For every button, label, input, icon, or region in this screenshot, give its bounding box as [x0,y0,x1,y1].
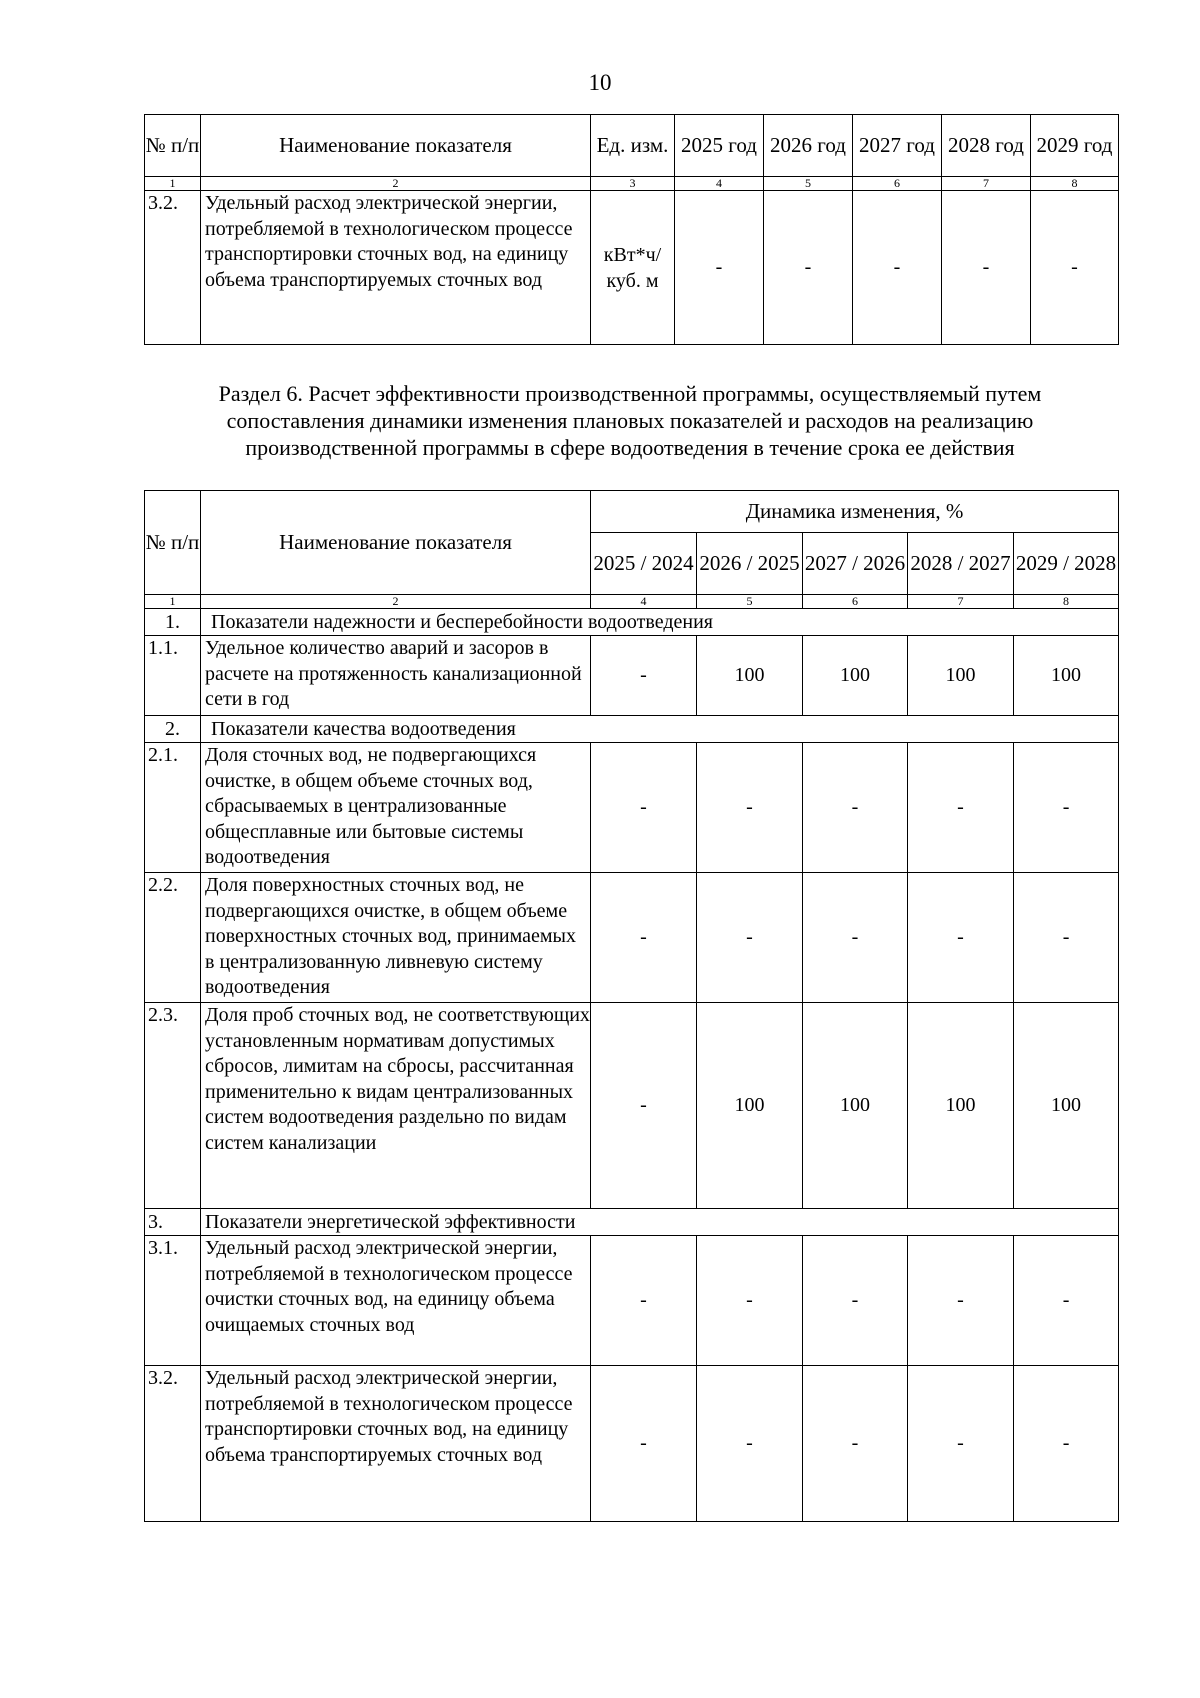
row-number: 1.1. [145,636,201,716]
index-cell: 2 [201,595,591,609]
section-row [145,609,1119,636]
row-value: 100 [803,636,908,716]
row-name: Доля проб сточных вод, не соответствующих установленным нормативам допустимых сбросов, лимитам на сбросы, рассчитанная применительно к видам централизованных систем водоотведения раздельно по видам систем канализации [201,1003,591,1209]
header-period: 2027 / 2026 [803,533,908,595]
row-value: 100 [803,1003,908,1209]
row-value: - [591,743,697,873]
row-name: Удельное количество аварий и засоров в расчете на протяженность канализационной сети в год [201,636,591,716]
header-year: 2025 год [675,115,764,177]
section-row [145,716,1119,743]
row-value: - [764,191,853,345]
row-value: - [675,191,764,345]
row-value: - [803,1236,908,1366]
row-value: - [908,1366,1014,1522]
table-row [145,873,1119,1003]
row-value: - [591,1366,697,1522]
row-number: 3.2. [145,1366,201,1522]
section-name: Показатели надежности и бесперебойности водоотведения [201,609,1119,636]
row-value: - [1014,743,1119,873]
table-row [145,1366,1119,1522]
row-value: - [1014,1236,1119,1366]
indicators-table-top [144,114,1119,345]
section-number: 3. [145,1209,201,1236]
efficiency-table [144,490,1119,1522]
index-cell: 6 [853,177,942,191]
row-value: 100 [697,1003,803,1209]
row-name: Доля сточных вод, не подвергающихся очистке, в общем объеме сточных вод, сбрасываемых в централизованные общесплавные или бытовые системы водоотведения [201,743,591,873]
row-value: - [803,873,908,1003]
row-value: - [942,191,1031,345]
section-row [145,1209,1119,1236]
row-name: Доля поверхностных сточных вод, не подвергающихся очистке, в общем объеме поверхностных сточных вод, принимаемых в централизованную ливневую систему водоотведения [201,873,591,1003]
section-title: Раздел 6. Расчет эффективности производственной программы, осуществляемый путем сопоставления динамики изменения плановых показателей и расходов на реализацию производственной программы в сфере водоотведения в течение срока ее действия [218,381,1042,460]
row-name: Удельный расход электрической энергии, потребляемой в технологическом процессе очистки сточных вод, на единицу объема очищаемых сточных вод [201,1236,591,1366]
section-number: 1. [145,609,201,636]
table-row [145,1236,1119,1366]
table-row [145,636,1119,716]
row-value: - [591,1236,697,1366]
row-value: 100 [908,636,1014,716]
row-value: - [908,743,1014,873]
header-num: № п/п [145,491,201,595]
index-cell: 8 [1014,595,1119,609]
index-cell: 6 [803,595,908,609]
index-cell: 2 [201,177,591,191]
header-num: № п/п [145,115,201,177]
row-number: 3.2. [145,191,201,345]
row-number: 2.3. [145,1003,201,1209]
index-cell: 1 [145,595,201,609]
table-row [145,191,1119,345]
index-cell: 4 [675,177,764,191]
header-name: Наименование показателя [201,491,591,595]
page-number: 10 [588,70,612,95]
row-value: - [1031,191,1119,345]
index-row [145,595,1119,609]
row-name: Удельный расход электрической энергии, потребляемой в технологическом процессе транспортировки сточных вод, на единицу объема транспортируемых сточных вод [201,1366,591,1522]
row-value: - [697,743,803,873]
index-cell: 3 [591,177,675,191]
row-value: - [1014,873,1119,1003]
header-unit: Ед. изм. [591,115,675,177]
row-value: - [697,1366,803,1522]
index-cell: 5 [697,595,803,609]
header-year: 2026 год [764,115,853,177]
table-row [145,743,1119,873]
header-name: Наименование показателя [201,115,591,177]
row-value: - [908,1236,1014,1366]
row-value: 100 [908,1003,1014,1209]
row-unit: кВт*ч/ куб. м [591,191,675,345]
row-value: - [591,636,697,716]
row-value: - [803,743,908,873]
row-value: 100 [1014,1003,1119,1209]
table-row [145,1003,1119,1209]
row-value: - [591,873,697,1003]
section-name: Показатели качества водоотведения [201,716,1119,743]
section-name: Показатели энергетической эффективности [201,1209,1119,1236]
row-number: 3.1. [145,1236,201,1366]
header-period: 2029 / 2028 [1014,533,1119,595]
row-number: 2.2. [145,873,201,1003]
header-year: 2027 год [853,115,942,177]
index-cell: 7 [942,177,1031,191]
header-year: 2029 год [1031,115,1119,177]
index-cell: 8 [1031,177,1119,191]
row-value: 100 [697,636,803,716]
header-period: 2028 / 2027 [908,533,1014,595]
row-number: 2.1. [145,743,201,873]
header-dynamics: Динамика изменения, % [591,491,1119,533]
row-value: - [1014,1366,1119,1522]
row-value: - [697,873,803,1003]
header-period: 2026 / 2025 [697,533,803,595]
header-period: 2025 / 2024 [591,533,697,595]
index-cell: 7 [908,595,1014,609]
header-year: 2028 год [942,115,1031,177]
section-number: 2. [145,716,201,743]
index-row [145,177,1119,191]
row-value: - [908,873,1014,1003]
row-value: - [853,191,942,345]
row-value: - [697,1236,803,1366]
row-value: - [591,1003,697,1209]
row-value: - [803,1366,908,1522]
index-cell: 5 [764,177,853,191]
index-cell: 1 [145,177,201,191]
index-cell: 4 [591,595,697,609]
row-name: Удельный расход электрической энергии, потребляемой в технологическом процессе транспортировки сточных вод, на единицу объема транспортируемых сточных вод [201,191,591,345]
row-value: 100 [1014,636,1119,716]
